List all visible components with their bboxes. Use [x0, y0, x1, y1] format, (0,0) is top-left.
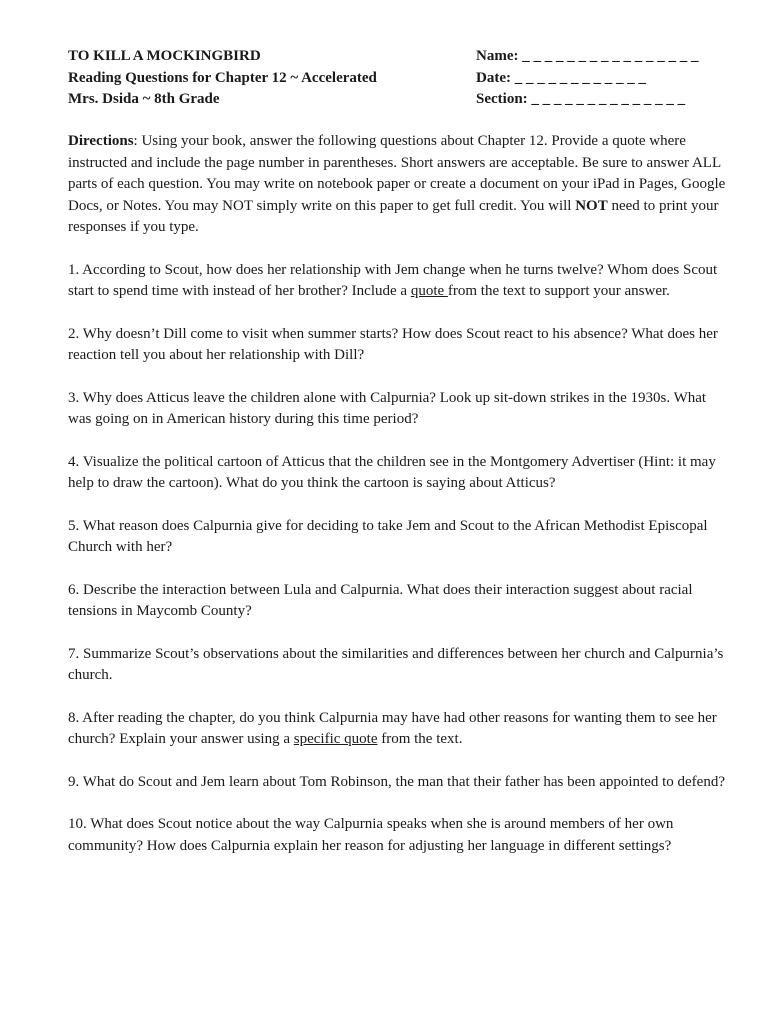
directions: [68, 131, 728, 239]
question-8: [68, 708, 728, 751]
question-9: 9. What do Scout and Jem learn about Tom Robinson, the man that their father has been appointed to defend?: [68, 773, 725, 790]
directions-text-b: need to print your responses if you type.: [68, 197, 719, 235]
date-field: Date: _ _ _ _ _ _ _ _ _ _ _ _: [476, 69, 646, 86]
question-2: 2. Why doesn’t Dill come to visit when summer starts? How does Scout react to his absence? What does her reaction tell you about her relationship with Dill?: [68, 325, 718, 363]
question-1-underline: quote: [410, 283, 448, 299]
document-subtitle: Reading Questions for Chapter 12 ~ Accelerated: [68, 69, 377, 86]
question-4: 4. Visualize the political cartoon of Atticus that the children see in the Montgomery Advertiser (Hint: it may help to draw the cartoon). What do you think the cartoon is saying about Atticus?: [68, 453, 716, 491]
question-1-text-a: 1. According to Scout, how does her relationship with Jem change when he turns twelve? Whom does Scout start to spend time with instead of her brother? Include a: [68, 261, 718, 299]
question-10: 10. What does Scout notice about the way Calpurnia speaks when she is around members of her own community? How does Calpurnia explain her reason for adjusting her language in different settings?: [68, 816, 674, 854]
document-body: [68, 131, 728, 878]
question-8-underline: specific quote: [293, 731, 378, 747]
section-field: Section: _ _ _ _ _ _ _ _ _ _ _ _ _ _: [476, 91, 686, 107]
directions-label: Directions: [68, 133, 134, 149]
question-1-text-b: from the text to support your answer.: [447, 283, 670, 299]
question-8-text-b: from the text.: [377, 731, 463, 747]
question-3: 3. Why does Atticus leave the children alone with Calpurnia? Look up sit-down strikes in the 1930s. What was going on in American history during this time period?: [68, 389, 707, 427]
name-field: Name: _ _ _ _ _ _ _ _ _ _ _ _ _ _ _ _: [476, 48, 699, 64]
header-right: [476, 46, 698, 111]
document-title: TO KILL A MOCKINGBIRD: [68, 48, 261, 64]
question-1: [68, 260, 728, 303]
question-7: 7. Summarize Scout’s observations about the similarities and differences between her church and Calpurnia’s church.: [68, 645, 724, 683]
document-header: [68, 46, 708, 112]
teacher-line: Mrs. Dsida ~ 8th Grade: [68, 91, 220, 107]
question-6: 6. Describe the interaction between Lula and Calpurnia. What does their interaction suggest about racial tensions in Maycomb County?: [68, 581, 693, 619]
directions-text-a: : Using your book, answer the following questions about Chapter 12. Provide a quote where instructed and include the page number in parentheses. Short answers are acceptable. Be sure to answer ALL parts of each question. You may write on notebook paper or create a document on your iPad in Pages, Google Docs, or Notes. You may NOT simply write on this paper to get full credit. You will: [68, 133, 726, 214]
question-5: 5. What reason does Calpurnia give for deciding to take Jem and Scout to the African Methodist Episcopal Church with her?: [68, 517, 708, 555]
header-left: [68, 46, 377, 111]
directions-emphasis: NOT: [575, 197, 608, 214]
question-8-text-a: 8. After reading the chapter, do you think Calpurnia may have had other reasons for wanting them to see her church? Explain your answer using a: [68, 709, 717, 747]
